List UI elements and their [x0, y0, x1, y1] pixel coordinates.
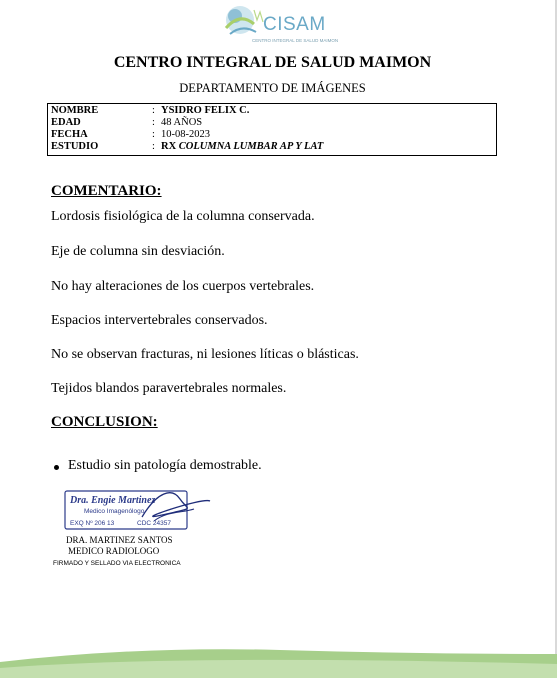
- stamp-exeq: EXQ Nº 206 13: [70, 520, 115, 527]
- bullet-icon: [54, 465, 59, 470]
- comment-line: Espacios intervertebrales conservados.: [51, 313, 268, 328]
- name-label: NOMBRE: [51, 105, 99, 116]
- info-row-study: [48, 141, 496, 153]
- comment-line: Eje de columna sin desviación.: [51, 244, 225, 259]
- signer-name: DRA. MARTINEZ SANTOS: [66, 535, 173, 545]
- stamp-name: Dra. Engie Martinez: [70, 495, 156, 506]
- study-description: COLUMNA LUMBAR AP Y LAT: [178, 141, 324, 152]
- signature-note: FIRMADO Y SELLADO VIA ELECTRONICA: [53, 560, 181, 567]
- comment-line: No hay alteraciones de los cuerpos vertebrales.: [51, 279, 315, 294]
- comment-heading: COMENTARIO:: [51, 183, 162, 199]
- logo-subtitle: CENTRO INTEGRAL DE SALUD MAIMON: [252, 38, 339, 43]
- department-name: DEPARTAMENTO DE IMÁGENES: [179, 81, 366, 95]
- colon: :: [152, 129, 155, 140]
- study-prefix: RX: [161, 141, 177, 152]
- conclusion-item: [68, 458, 262, 474]
- conclusion-heading: CONCLUSION:: [51, 414, 158, 430]
- info-row-name: [48, 105, 496, 117]
- signature-stamp: [62, 487, 212, 535]
- date-label: FECHA: [51, 129, 88, 140]
- patient-info-box: [47, 103, 497, 156]
- logo-text: CISAM: [263, 14, 326, 35]
- colon: :: [152, 105, 155, 116]
- footer-wave: [0, 640, 557, 678]
- info-row-date: [48, 129, 496, 141]
- colon: :: [152, 117, 155, 128]
- age-value: 48 AÑOS: [161, 117, 203, 128]
- comment-line: Tejidos blandos paravertebrales normales.: [51, 381, 287, 396]
- date-value: 10-08-2023: [161, 129, 210, 140]
- colon: :: [152, 141, 155, 152]
- comment-line: No se observan fracturas, ni lesiones líticas o blásticas.: [51, 347, 359, 362]
- document-title: CENTRO INTEGRAL DE SALUD MAIMON: [113, 54, 432, 71]
- name-value: YSIDRO FELIX C.: [161, 105, 250, 116]
- study-label: ESTUDIO: [51, 141, 99, 152]
- stamp-cdc: CDC 24357: [137, 520, 171, 527]
- signer-role: MEDICO RADIOLOGO: [68, 546, 160, 556]
- comment-line: Lordosis fisiológica de la columna conservada.: [51, 209, 315, 224]
- age-label: EDAD: [51, 117, 81, 128]
- study-value: [161, 141, 323, 153]
- stamp-role: Medico Imagenólogo: [84, 508, 145, 515]
- conclusion-text: Estudio sin patología demostrable.: [68, 458, 262, 473]
- info-row-age: [48, 117, 496, 129]
